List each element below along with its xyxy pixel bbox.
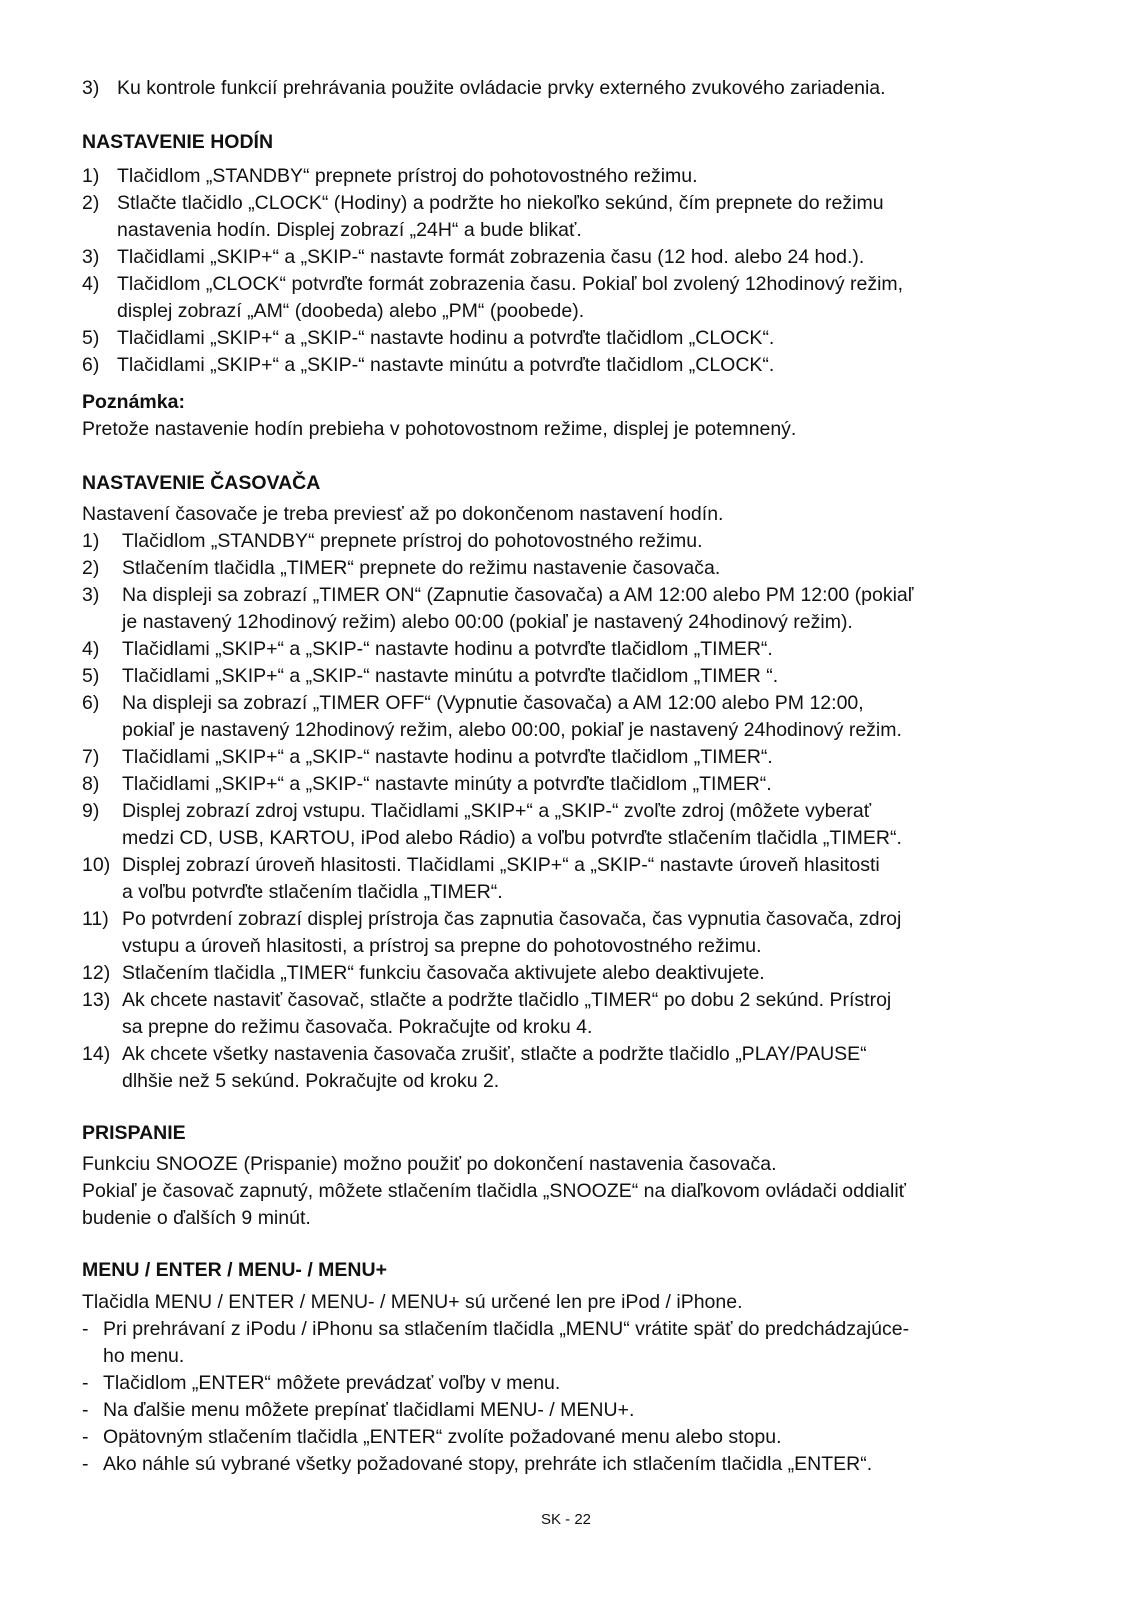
menu-intro: Tlačidla MENU / ENTER / MENU- / MENU+ sú určené len pre iPod / iPhone.: [82, 1291, 743, 1313]
list-item-line: a voľbu potvrďte stlačením tlačidla „TIMER“.: [122, 881, 503, 903]
list-item-line: Po potvrdení zobrazí displej prístroja čas zapnutia časovača, čas vypnutia časovača, zdroj: [122, 908, 902, 930]
list-item-text: [122, 744, 1062, 771]
list-item-line: pokiaľ je nastavený 12hodinový režim, alebo 00:00, pokiaľ je nastavený 24hodinový režim.: [122, 719, 902, 741]
list-item-text: [117, 271, 1062, 325]
list-item-line: Na ďalšie menu môžete prepínať tlačidlami MENU- / MENU+.: [103, 1399, 635, 1421]
document-page: [82, 75, 1062, 1478]
list-item-text: [122, 1041, 1062, 1095]
list-item: [82, 75, 1062, 102]
list-item-line: Na displeji sa zobrazí „TIMER OFF“ (Vypnutie časovača) a AM 12:00 alebo PM 12:00,: [122, 692, 864, 714]
list-item-text: [117, 190, 1062, 244]
list-item-line: Tlačidlom „STANDBY“ prepnete prístroj do pohotovostného režimu.: [117, 165, 698, 187]
list-item-number: -: [82, 1426, 89, 1448]
list-item-line: medzi CD, USB, KARTOU, iPod alebo Rádio) a voľbu potvrďte stlačením tlačidla „TIMER“.: [122, 827, 902, 849]
list-item-text: [122, 636, 1062, 663]
intro-list: [82, 75, 1062, 102]
list-item: [82, 744, 1062, 771]
list-item-text: [103, 1451, 1062, 1478]
list-item-number: 10): [82, 854, 111, 876]
list-item-line: Ako náhle sú vybrané všetky požadované stopy, prehráte ich stlačením tlačidla „ENTER“.: [103, 1453, 873, 1475]
list-item: [82, 163, 1062, 190]
list-item: [82, 1451, 1062, 1478]
list-item-number: 7): [82, 746, 100, 768]
page-number: SK - 22: [540, 1511, 592, 1528]
note-text: Pretože nastavenie hodín prebieha v pohotovostnom režime, displej je potemnený.: [82, 418, 797, 440]
list-item: [82, 771, 1062, 798]
section-heading-timer: NASTAVENIE ČASOVAČA: [82, 472, 321, 494]
menu-bullet-list: [82, 1316, 1062, 1478]
list-item-line: Tlačidlom „ENTER“ môžete prevádzať voľby v menu.: [103, 1372, 561, 1394]
list-item-line: Stlačením tlačidla „TIMER“ funkciu časovača aktivujete alebo deaktivujete.: [122, 962, 765, 984]
list-item: [82, 582, 1062, 636]
list-item-text: [122, 960, 1062, 987]
list-item-number: 2): [82, 192, 100, 214]
list-item-number: 1): [82, 530, 100, 552]
list-item-line: displej zobrazí „AM“ (doobeda) alebo „PM“ (poobede).: [117, 300, 585, 322]
list-item-line: nastavenia hodín. Displej zobrazí „24H“ a bude blikať.: [117, 219, 582, 241]
section-heading-snooze: PRISPANIE: [82, 1122, 186, 1144]
list-item-line: Stlačte tlačidlo „CLOCK“ (Hodiny) a podržte ho niekoľko sekúnd, čím prepnete do režimu: [117, 192, 884, 214]
list-item-number: 1): [82, 165, 100, 187]
list-item: [82, 690, 1062, 744]
list-item: [82, 352, 1062, 379]
list-item: [82, 1397, 1062, 1424]
list-item-line: Ku kontrole funkcií prehrávania použite ovládacie prvky externého zvukového zariadenia.: [117, 77, 886, 99]
list-item-line: Tlačidlami „SKIP+“ a „SKIP-“ nastavte formát zobrazenia času (12 hod. alebo 24 hod.).: [117, 246, 865, 268]
section-heading-clock: NASTAVENIE HODÍN: [82, 131, 274, 153]
list-item-text: [122, 555, 1062, 582]
snooze-text-1: Funkciu SNOOZE (Prispanie) možno použiť po dokončení nastavenia časovača.: [82, 1153, 777, 1175]
list-item-text: [117, 163, 1062, 190]
list-item: [82, 960, 1062, 987]
list-item-text: [117, 325, 1062, 352]
list-item: [82, 663, 1062, 690]
list-item: [82, 271, 1062, 325]
timer-intro: Nastavení časovače je treba previesť až po dokončenom nastavení hodín.: [82, 503, 724, 525]
list-item: [82, 528, 1062, 555]
list-item-text: [103, 1424, 1062, 1451]
list-item-line: dlhšie než 5 sekúnd. Pokračujte od kroku 2.: [122, 1070, 500, 1092]
list-item-number: 2): [82, 557, 100, 579]
list-item-number: 12): [82, 962, 111, 984]
list-item-number: -: [82, 1399, 89, 1421]
list-item: [82, 244, 1062, 271]
list-item-number: 4): [82, 638, 100, 660]
list-item-number: 3): [82, 77, 100, 99]
list-item: [82, 325, 1062, 352]
list-item-line: je nastavený 12hodinový režim) alebo 00:00 (pokiaľ je nastavený 24hodinový režim).: [122, 611, 853, 633]
list-item-text: [117, 75, 1062, 102]
list-item-text: [122, 771, 1062, 798]
list-item: [82, 1316, 1062, 1370]
list-item-line: Opätovným stlačením tlačidla „ENTER“ zvolíte požadované menu alebo stopu.: [103, 1426, 782, 1448]
list-item-line: Displej zobrazí úroveň hlasitosti. Tlačidlami „SKIP+“ a „SKIP-“ nastavte úroveň hlasitosti: [122, 854, 880, 876]
list-item-number: 11): [82, 908, 109, 930]
list-item-number: 14): [82, 1043, 111, 1065]
list-item-text: [122, 582, 1062, 636]
timer-steps-list: [82, 528, 1062, 1095]
list-item-line: Tlačidlami „SKIP+“ a „SKIP-“ nastavte hodinu a potvrďte tlačidlom „TIMER“.: [122, 746, 773, 768]
list-item-text: [103, 1316, 1062, 1370]
list-item-text: [122, 690, 1062, 744]
list-item-number: 6): [82, 692, 100, 714]
list-item-number: 4): [82, 273, 100, 295]
list-item: [82, 1041, 1062, 1095]
list-item-line: vstupu a úroveň hlasitosti, a prístroj sa prepne do pohotovostného režimu.: [122, 935, 762, 957]
list-item-line: Stlačením tlačidla „TIMER“ prepnete do režimu nastavenie časovača.: [122, 557, 721, 579]
list-item-text: [122, 528, 1062, 555]
list-item-number: -: [82, 1453, 89, 1475]
list-item: [82, 906, 1062, 960]
list-item-text: [103, 1397, 1062, 1424]
list-item-number: 5): [82, 327, 100, 349]
section-heading-menu: MENU / ENTER / MENU- / MENU+: [82, 1259, 387, 1281]
list-item-line: Tlačidlami „SKIP+“ a „SKIP-“ nastavte minútu a potvrďte tlačidlom „TIMER “.: [122, 665, 779, 687]
list-item: [82, 1370, 1062, 1397]
list-item-line: Ak chcete nastaviť časovač, stlačte a podržte tlačidlo „TIMER“ po dobu 2 sekúnd. Prístroj: [122, 989, 892, 1011]
list-item-text: [103, 1370, 1062, 1397]
list-item-text: [122, 906, 1062, 960]
list-item-line: Ak chcete všetky nastavenia časovača zrušiť, stlačte a podržte tlačidlo „PLAY/PAUSE“: [122, 1043, 867, 1065]
list-item: [82, 1424, 1062, 1451]
list-item-number: 5): [82, 665, 100, 687]
list-item-line: Tlačidlami „SKIP+“ a „SKIP-“ nastavte minútu a potvrďte tlačidlom „CLOCK“.: [117, 354, 775, 376]
list-item-number: -: [82, 1318, 89, 1340]
list-item: [82, 798, 1062, 852]
snooze-text-2: Pokiaľ je časovač zapnutý, môžete stlačením tlačidla „SNOOZE“ na diaľkovom ovládači oddialiť: [82, 1180, 906, 1202]
list-item: [82, 852, 1062, 906]
list-item-line: Displej zobrazí zdroj vstupu. Tlačidlami „SKIP+“ a „SKIP-“ zvoľte zdroj (môžete vyberať: [122, 800, 872, 822]
list-item-line: sa prepne do režimu časovača. Pokračujte od kroku 4.: [122, 1016, 593, 1038]
list-item-text: [122, 798, 1062, 852]
list-item-number: 8): [82, 773, 100, 795]
list-item-line: ho menu.: [103, 1345, 185, 1367]
list-item-line: Tlačidlami „SKIP+“ a „SKIP-“ nastavte minúty a potvrďte tlačidlom „TIMER“.: [122, 773, 772, 795]
list-item-line: Tlačidlami „SKIP+“ a „SKIP-“ nastavte hodinu a potvrďte tlačidlom „CLOCK“.: [117, 327, 775, 349]
snooze-text-3: budenie o ďalších 9 minút.: [82, 1207, 311, 1229]
list-item-text: [117, 244, 1062, 271]
list-item-line: Pri prehrávaní z iPodu / iPhonu sa stlačením tlačidla „MENU“ vrátite späť do predchádzajúce-: [103, 1318, 910, 1340]
list-item-number: -: [82, 1372, 89, 1394]
list-item: [82, 190, 1062, 244]
list-item-text: [122, 663, 1062, 690]
list-item: [82, 987, 1062, 1041]
list-item-line: Tlačidlom „CLOCK“ potvrďte formát zobrazenia času. Pokiaľ bol zvolený 12hodinový režim,: [117, 273, 904, 295]
list-item-number: 13): [82, 989, 111, 1011]
note-heading: Poznámka:: [82, 391, 185, 413]
list-item-number: 3): [82, 584, 100, 606]
list-item-line: Na displeji sa zobrazí „TIMER ON“ (Zapnutie časovača) a AM 12:00 alebo PM 12:00 (pokiaľ: [122, 584, 914, 606]
list-item: [82, 555, 1062, 582]
list-item-line: Tlačidlami „SKIP+“ a „SKIP-“ nastavte hodinu a potvrďte tlačidlom „TIMER“.: [122, 638, 773, 660]
list-item-text: [122, 852, 1062, 906]
list-item-text: [117, 352, 1062, 379]
list-item-line: Tlačidlom „STANDBY“ prepnete prístroj do pohotovostného režimu.: [122, 530, 703, 552]
list-item-number: 9): [82, 800, 100, 822]
list-item-text: [122, 987, 1062, 1041]
list-item: [82, 636, 1062, 663]
list-item-number: 3): [82, 246, 100, 268]
clock-steps-list: [82, 163, 1062, 379]
list-item-number: 6): [82, 354, 100, 376]
